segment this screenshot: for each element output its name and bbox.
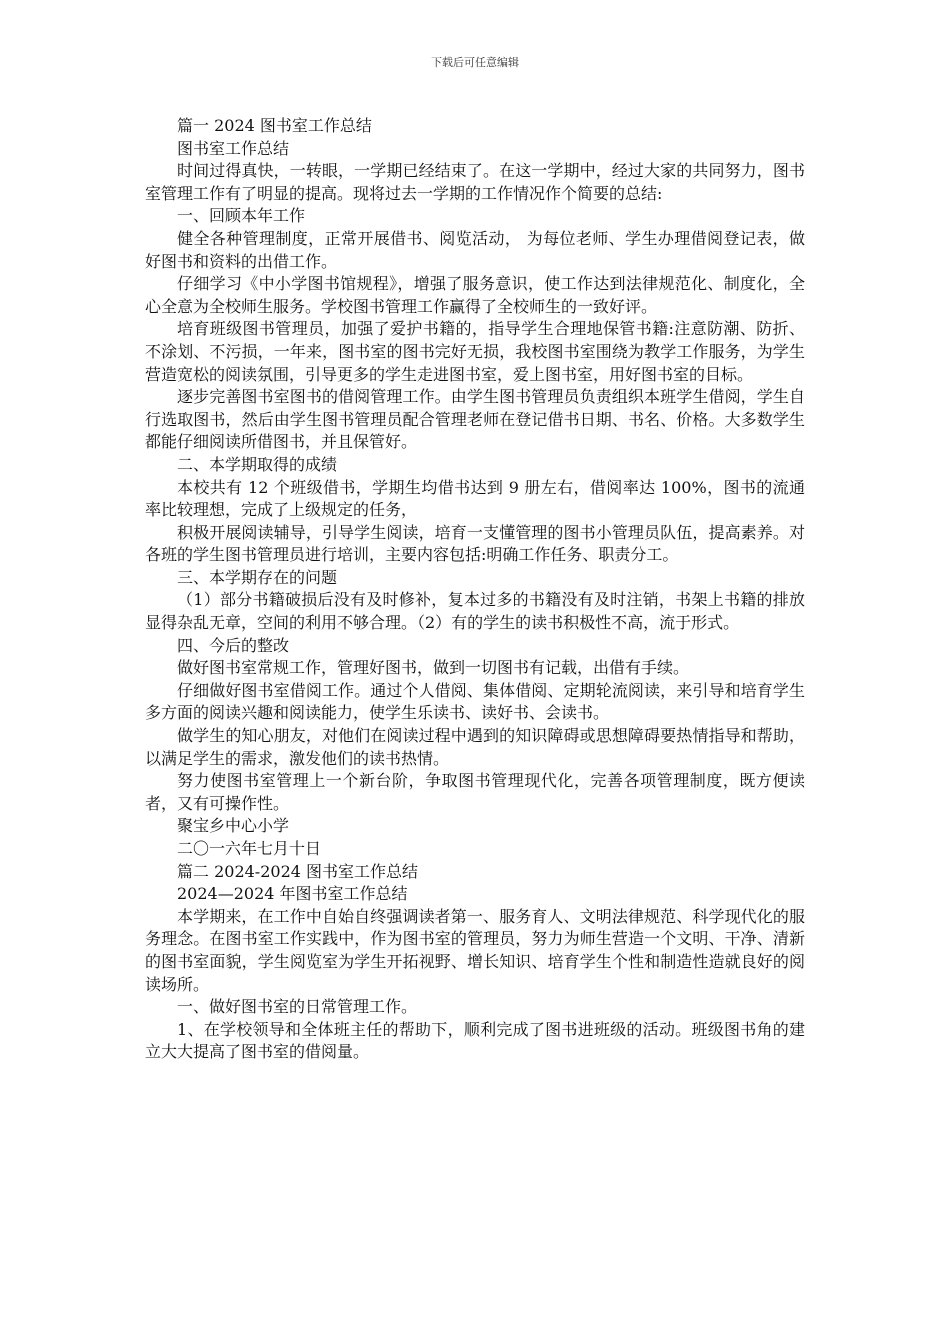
- paragraph: 努力使图书室管理上一个新台阶，争取图书管理现代化，完善各项管理制度，既方便读者，又有可操作性。: [145, 771, 805, 813]
- paragraph: 做好图书室常规工作，管理好图书，做到一切图书有记载，出借有手续。: [177, 658, 690, 678]
- document-body: [145, 115, 805, 1064]
- section-heading: 一、回顾本年工作: [177, 206, 306, 226]
- paragraph: 仔细学习《中小学图书馆规程》，增强了服务意识，使工作达到法律规范化、制度化，全心全意为全校师生服务。学校图书管理工作赢得了全校师生的一致好评。: [145, 274, 805, 316]
- section-heading: 三、本学期存在的问题: [177, 567, 338, 587]
- section-heading: 二、本学期取得的成绩: [177, 454, 338, 474]
- paragraph: 本校共有 12 个班级借书，学期生均借书达到 9 册左右，借阅率达 100%，图书的流通率比较理想，完成了上级规定的任务，: [145, 477, 805, 520]
- signature-school: 聚宝乡中心小学: [177, 816, 290, 836]
- section-heading: 一、做好图书室的日常管理工作。: [177, 997, 418, 1017]
- paragraph: 时间过得真快，一转眼，一学期已经结束了。在这一学期中，经过大家的共同努力，图书室管理工作有了明显的提高。现将过去一学期的工作情况作个简要的总结:: [145, 161, 805, 203]
- page-header-note: 下载后可任意编辑: [431, 56, 519, 69]
- paragraph: （1）部分书籍破损后没有及时修补，复本过多的书籍没有及时注销，书架上书籍的排放显得杂乱无章，空间的利用不够合理。（2）有的学生的读书积极性不高，流于形式。: [145, 590, 805, 633]
- doc-subtitle: 2024—2024 年图书室工作总结: [177, 884, 408, 904]
- paragraph: 逐步完善图书室图书的借阅管理工作。由学生图书管理员负责组织本班学生借阅，学生自行选取图书，然后由学生图书管理员配合管理老师在登记借书日期、书名、价格。大多数学生都能仔细阅读所借图书，并且保管好。: [145, 387, 805, 452]
- section-heading: 四、今后的整改: [177, 635, 290, 655]
- paragraph: 做学生的知心朋友，对他们在阅读过程中遇到的知识障碍或思想障碍要热情指导和帮助，以满足学生的需求，激发他们的读书热情。: [145, 726, 805, 768]
- paragraph: 仔细做好图书室借阅工作。通过个人借阅、集体借阅、定期轮流阅读，来引导和培育学生多方面的阅读兴趣和阅读能力，使学生乐读书、读好书、会读书。: [145, 680, 805, 723]
- paragraph: 本学期来，在工作中自始自终强调读者第一、服务育人、文明法律规范、科学现代化的服务理念。在图书室工作实践中，作为图书室的管理员，努力为师生营造一个文明、干净、清新的图书室面貌，学生阅览室为学生开拓视野、增长知识、培育学生个性和制造性造就良好的阅读场所。: [145, 906, 805, 994]
- paragraph: 培育班级图书管理员，加强了爱护书籍的，指导学生合理地保管书籍:注意防潮、防折、不涂划、不污损，一年来，图书室的图书完好无损，我校图书室围绕为教学工作服务，为学生营造宽松的阅读氛围，引导更多的学生走进图书室，爱上图书室，用好图书室的目标。: [145, 319, 805, 384]
- doc-title-part2: 篇二 2024-2024 图书室工作总结: [177, 861, 419, 881]
- paragraph: 健全各种管理制度，正常开展借书、阅览活动， 为每位老师、学生办理借阅登记表，做好图书和资料的出借工作。: [145, 228, 805, 271]
- doc-title-part1: 篇一 2024 图书室工作总结: [177, 116, 372, 135]
- paragraph: 1、在学校领导和全体班主任的帮助下，顺利完成了图书进班级的活动。班级图书角的建立大大提高了图书室的借阅量。: [145, 1019, 805, 1062]
- signature-date: 二〇一六年七月十日: [177, 839, 322, 858]
- paragraph: 积极开展阅读辅导，引导学生阅读，培育一支懂管理的图书小管理员队伍，提高素养。对各班的学生图书管理员进行培训，主要内容包括:明确工作任务、职责分工。: [145, 522, 805, 565]
- doc-subtitle: 图书室工作总结: [177, 138, 290, 158]
